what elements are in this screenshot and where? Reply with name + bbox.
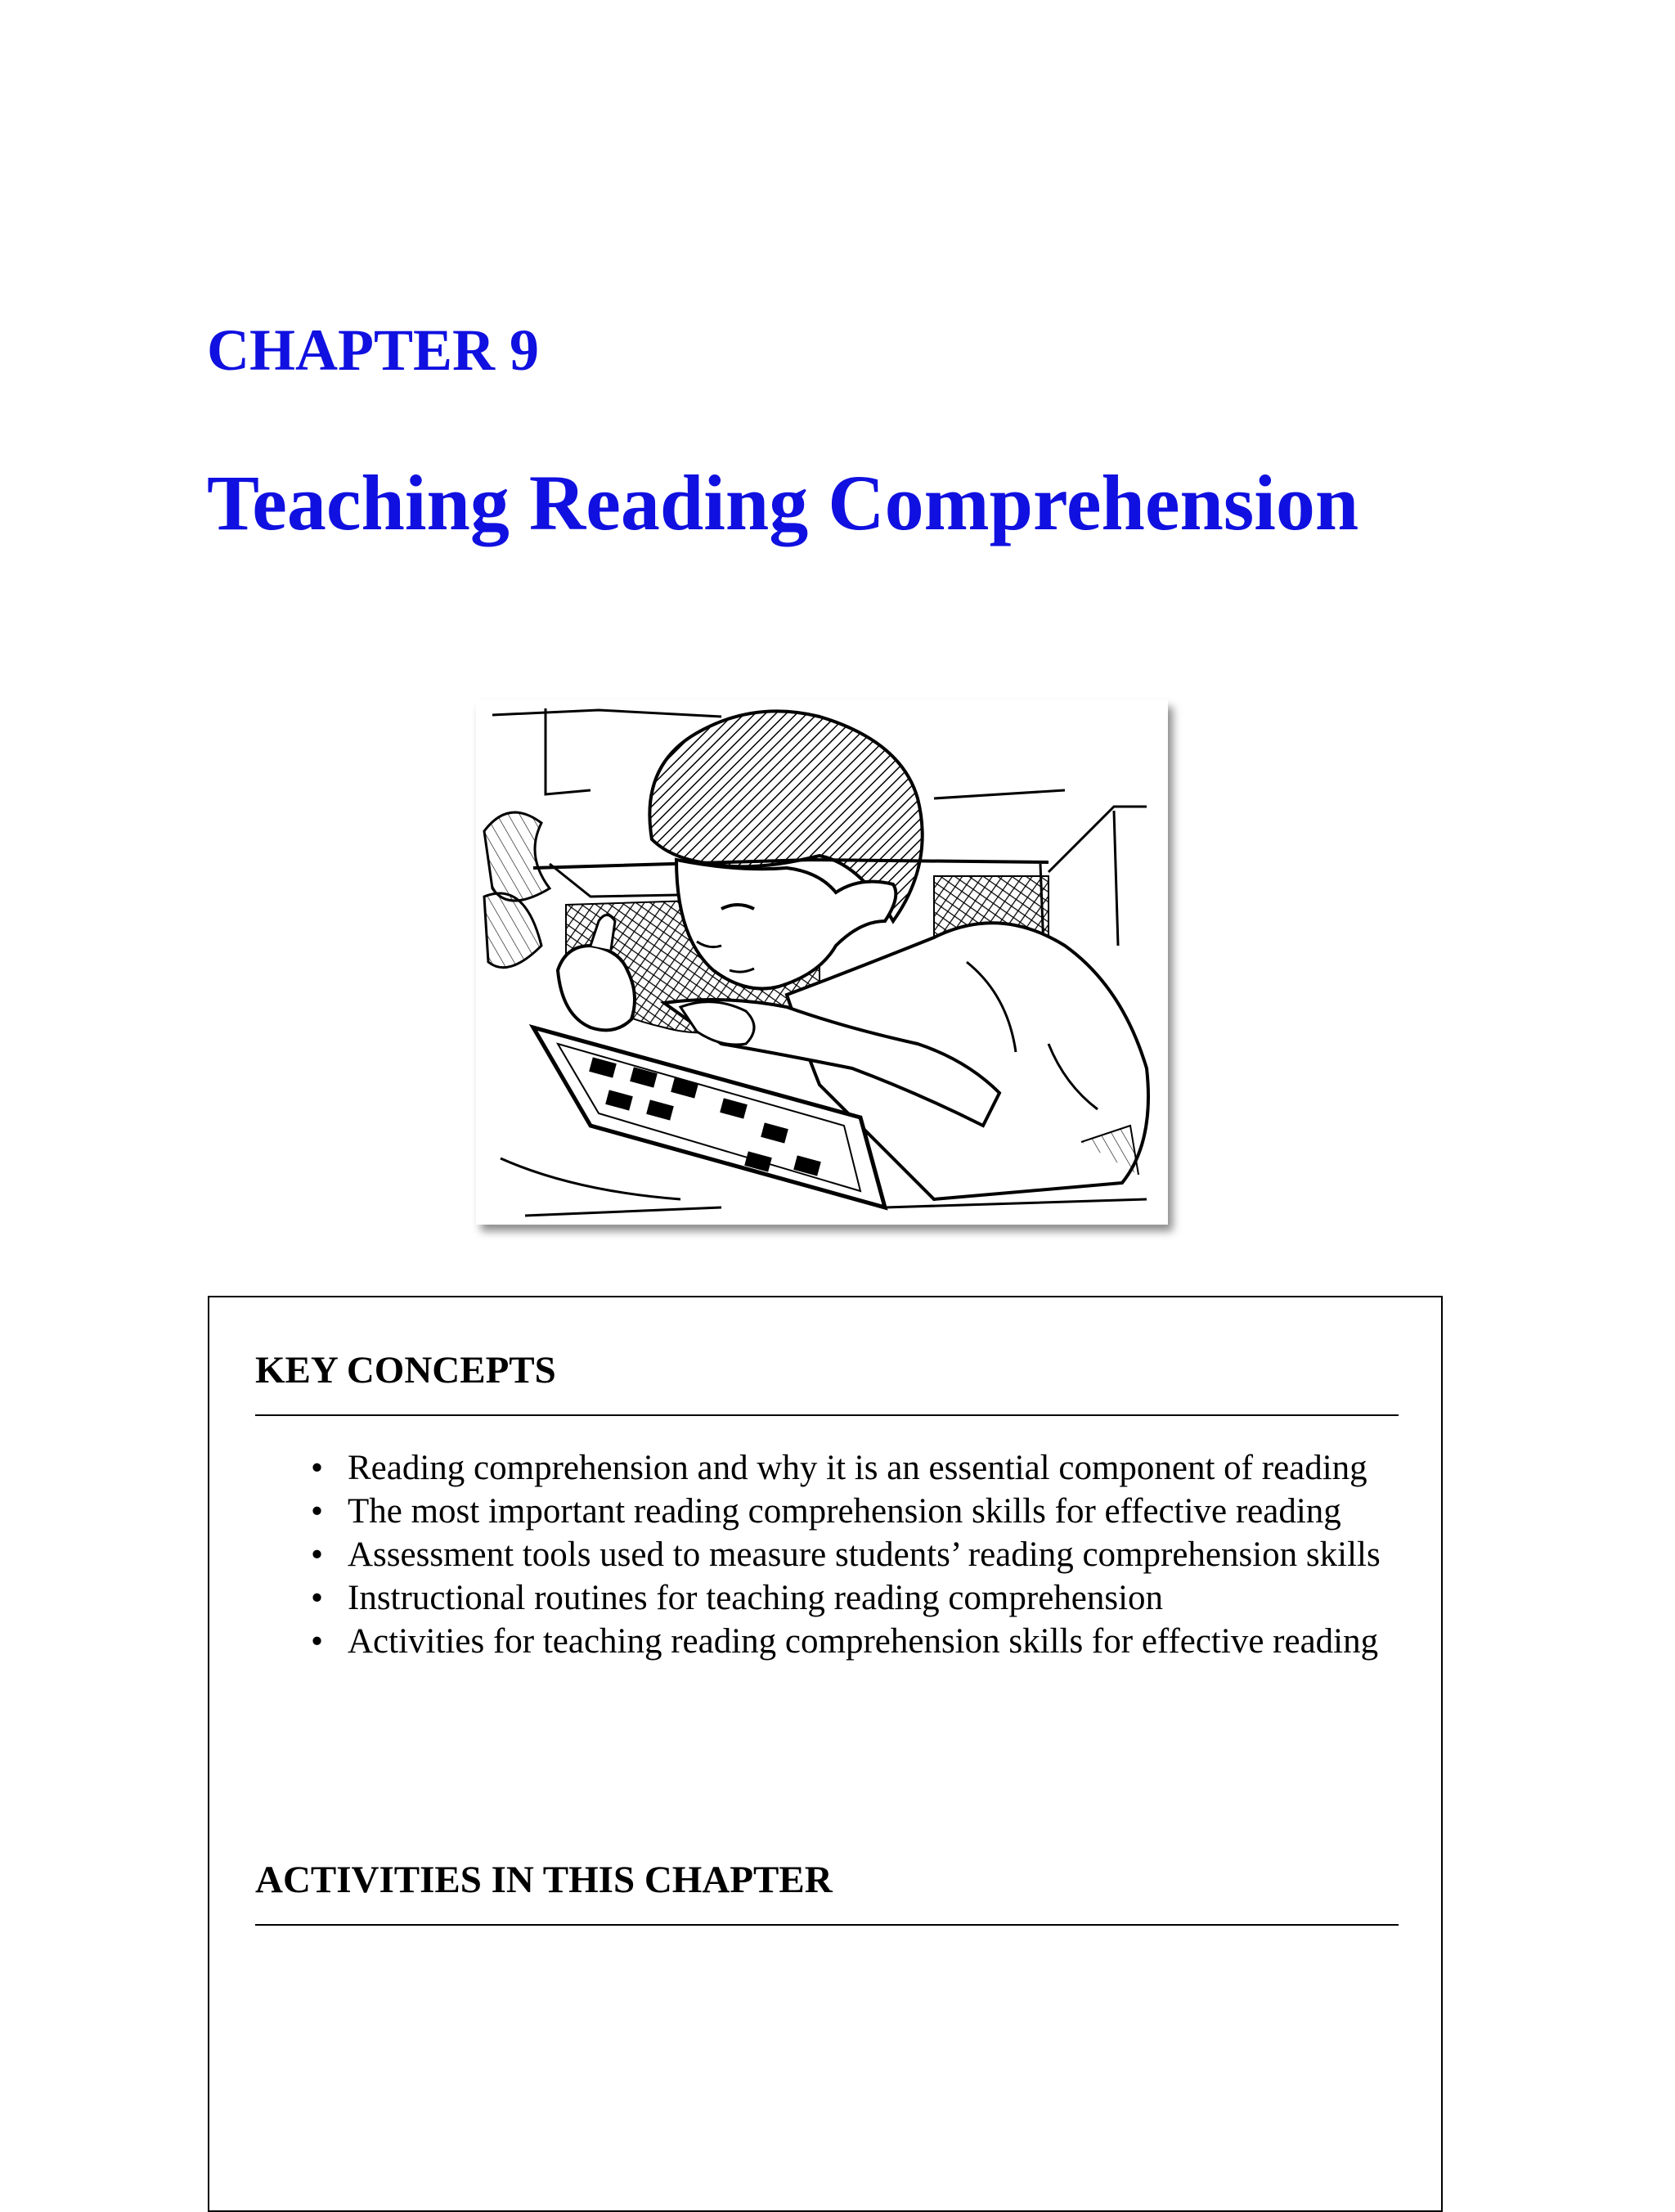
list-item: • Instructional routines for teaching reading comprehension: [311, 1576, 1407, 1620]
bullet-icon: •: [311, 1492, 324, 1531]
bullet-icon: •: [311, 1622, 324, 1661]
bullet-icon: •: [311, 1535, 324, 1574]
key-concepts-divider: [255, 1414, 1399, 1416]
boy-reading-illustration: [476, 700, 1168, 1225]
key-concepts-list: [311, 1446, 1407, 1663]
chapter-label: CHAPTER 9: [207, 317, 540, 383]
activities-divider: [255, 1924, 1399, 1926]
activities-heading: ACTIVITIES IN THIS CHAPTER: [255, 1859, 833, 1901]
bullet-icon: •: [311, 1579, 324, 1617]
list-item: • The most important reading comprehension skills for effective reading: [311, 1490, 1407, 1533]
key-concepts-heading: KEY CONCEPTS: [255, 1349, 556, 1391]
bullet-icon: •: [311, 1449, 324, 1487]
chapter-title: Teaching Reading Comprehension: [207, 459, 1359, 546]
list-item: • Reading comprehension and why it is an essential component of reading: [311, 1446, 1407, 1490]
key-concepts-box: [208, 1296, 1443, 2212]
list-item: • Activities for teaching reading comprehension skills for effective reading: [311, 1620, 1407, 1663]
list-item: • Assessment tools used to measure students’ reading comprehension skills: [311, 1533, 1407, 1576]
